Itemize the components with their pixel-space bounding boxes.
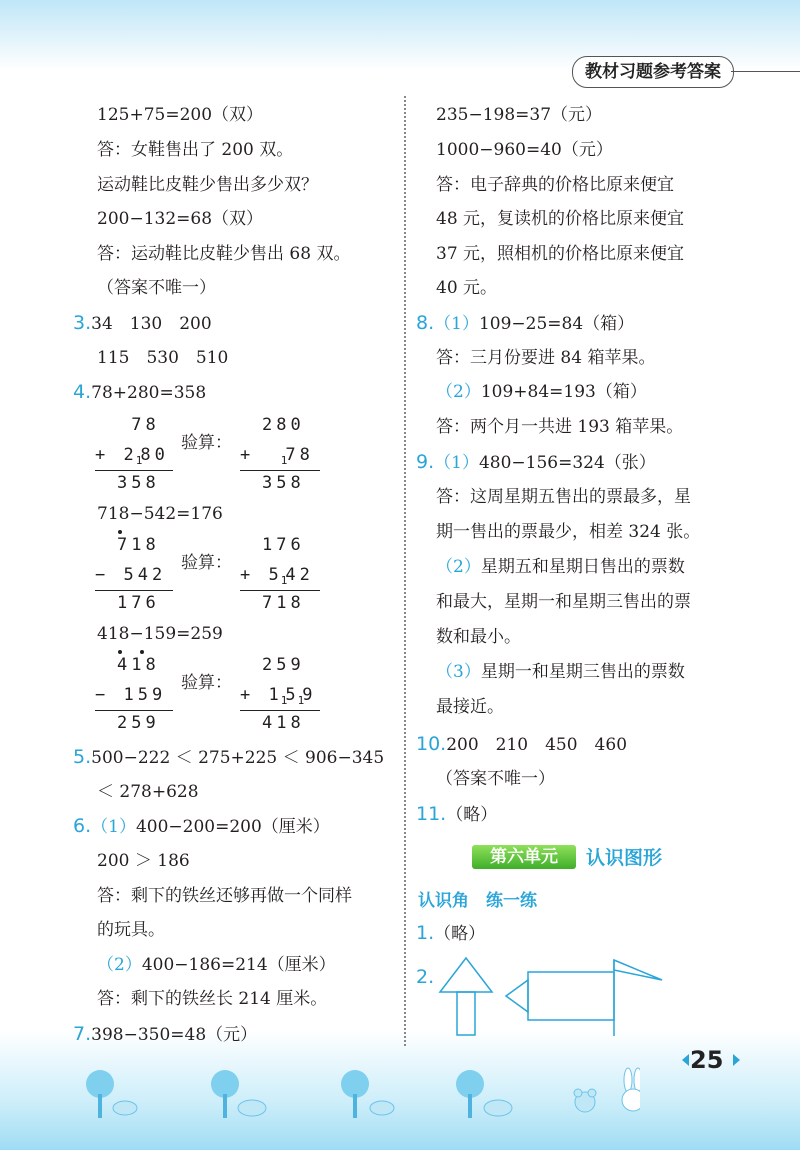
verify-calc-1 <box>240 415 320 495</box>
question-8-part-2 <box>436 381 647 403</box>
question-9-line-3: 期一售出的票最少，相差 324 张。 <box>436 522 701 542</box>
tree-icon <box>86 1070 137 1118</box>
calc-operand-a: 78 <box>117 415 160 435</box>
question-3-row-2: 115 530 510 <box>97 348 229 368</box>
question-9-line-2: 答：这周星期五售出的票最多，星 <box>436 487 691 507</box>
unit-badge: 第六单元 <box>472 845 576 869</box>
calc-sum: 718 <box>262 593 305 613</box>
left-line-5: 答：运动鞋比皮鞋少售出 68 双。 <box>97 244 351 264</box>
question-11-line-1: （略） <box>446 805 498 825</box>
calc-operator: − <box>95 565 110 585</box>
vertical-calc-2 <box>95 535 175 615</box>
unit-title: 认识图形 <box>586 847 663 869</box>
page-arrow-left-icon <box>682 1054 689 1066</box>
question-number: 5. <box>73 746 92 768</box>
question-10 <box>416 733 627 756</box>
sub-question-label: （2） <box>97 955 142 975</box>
question-number: 1. <box>416 922 435 944</box>
borrow-dot <box>118 650 122 654</box>
calc-digit: 80 <box>140 445 169 465</box>
borrow-dot <box>140 650 144 654</box>
bear-icon <box>574 1089 596 1112</box>
question-10-line-2: （答案不唯一） <box>436 769 555 789</box>
question-number: 11. <box>416 803 447 825</box>
check-label: 验算： <box>181 433 232 453</box>
bunny-icon <box>622 1068 640 1111</box>
calc-operand-b <box>95 685 166 705</box>
calc-rule <box>95 470 173 471</box>
borrow-dot <box>118 530 122 534</box>
question-number: 7. <box>73 1023 92 1045</box>
flag-triangle <box>614 960 662 980</box>
question-9 <box>416 451 656 474</box>
vertical-calc-1 <box>95 415 175 495</box>
question-6-part-2 <box>97 954 336 976</box>
calc-rule <box>240 710 320 711</box>
page-number: 25 <box>690 1046 724 1074</box>
rectangle-shaft <box>457 992 475 1035</box>
right-line-2: 1000−960=40（元） <box>436 140 613 160</box>
question-10-line-1: 200 210 450 460 <box>446 735 628 755</box>
calc-digit: 1 <box>268 685 283 705</box>
calc-digit: 42 <box>285 565 314 585</box>
calc-operand-a: 176 <box>262 535 305 555</box>
calc-operand-a: 280 <box>262 415 305 435</box>
question-9-line-4: 星期五和星期日售出的票数 <box>480 557 685 577</box>
question-7 <box>73 1023 257 1046</box>
question-8-line-4: 答：两个月一共进 193 箱苹果。 <box>436 417 684 437</box>
calc-sum: 418 <box>262 713 305 733</box>
right-line-5: 37 元，照相机的价格比原来便宜 <box>436 244 685 264</box>
arrow-shape <box>440 958 492 1035</box>
question-7-line-1: 398−350=48（元） <box>91 1025 258 1045</box>
calc-operand-b <box>240 565 314 587</box>
calc-digit: 5 <box>268 565 283 585</box>
carry-mark: 1 <box>280 454 288 467</box>
question-6-line-5: 400−186=214（厘米） <box>141 955 336 975</box>
question-number: 3. <box>73 312 92 334</box>
question-9-line-8: 最接近。 <box>436 697 504 717</box>
calc-digit: 159 <box>123 685 167 705</box>
calc-rule <box>240 590 320 591</box>
section-title: 认识角 练一练 <box>418 891 537 911</box>
calc-digit: 542 <box>123 565 167 585</box>
left-line-1: 125+75=200（双） <box>97 105 264 125</box>
question-11 <box>416 803 497 826</box>
sub-question-label: （1） <box>434 314 479 334</box>
left-line-6: （答案不唯一） <box>97 278 216 298</box>
verify-calc-2 <box>240 535 320 615</box>
question-4-equation-1: 78+280=358 <box>91 383 207 403</box>
question-9-line-5: 和最大，星期一和星期三售出的票 <box>436 592 691 612</box>
question-9-line-6: 数和最小。 <box>436 627 521 647</box>
calc-sum: 358 <box>117 473 160 493</box>
sub-question-label: （2） <box>436 382 481 402</box>
calc-operand-a: 259 <box>262 655 305 675</box>
pencil-shape <box>506 972 614 1020</box>
calc-operand-a: 718 <box>117 535 160 555</box>
calc-digit: 9 <box>302 685 317 705</box>
calc-rule <box>95 590 173 591</box>
left-line-3: 运动鞋比皮鞋少售出多少双？ <box>97 175 318 195</box>
vertical-calc-3 <box>95 655 175 735</box>
calc-difference: 176 <box>117 593 160 613</box>
question-8-line-2: 答：三月份要进 84 箱苹果。 <box>436 348 656 368</box>
exercise-1 <box>416 922 485 945</box>
question-3-row-1: 34 130 200 <box>91 314 212 334</box>
calc-operator: + <box>240 565 255 585</box>
question-number: 6. <box>73 815 92 837</box>
question-6-line-1: 400−200=200（厘米） <box>135 817 330 837</box>
question-4-equation-2: 718−542=176 <box>97 504 223 524</box>
question-6-line-4: 的玩具。 <box>97 920 165 940</box>
calc-operand-a: 418 <box>117 655 160 675</box>
calc-operator: + <box>95 445 110 465</box>
calc-digit: 78 <box>285 445 314 465</box>
calc-rule <box>95 710 173 711</box>
triangle-head <box>440 958 492 992</box>
calc-operator: + <box>240 685 255 705</box>
triangle-tip <box>506 980 528 1012</box>
sub-question-label: （1） <box>91 817 136 837</box>
check-label: 验算： <box>181 553 232 573</box>
question-5-line-2: ＜ 278+628 <box>97 782 199 802</box>
sub-question-label: （3） <box>436 662 481 682</box>
question-number: 4. <box>73 381 92 403</box>
shape-drawings <box>430 950 680 1040</box>
question-4-equation-3: 418−159=259 <box>97 624 223 644</box>
tree-icon <box>341 1070 394 1118</box>
left-line-2: 答：女鞋售出了 200 双。 <box>97 140 294 160</box>
question-6 <box>73 815 330 838</box>
question-number: 8. <box>416 312 435 334</box>
question-6-line-3: 答：剩下的铁丝还够再做一个同样 <box>97 886 352 906</box>
tree-icon <box>456 1070 512 1118</box>
question-4 <box>73 381 206 404</box>
right-line-3: 答：电子辞典的价格比原来便宜 <box>436 175 674 195</box>
right-line-4: 48 元，复读机的价格比原来便宜 <box>436 209 685 229</box>
calc-operator: + <box>240 445 255 465</box>
question-5 <box>73 746 384 769</box>
question-5-line-1: 500−222 ＜ 275+225 ＜ 906−345 <box>91 748 385 768</box>
sub-question-label: （2） <box>436 557 481 577</box>
question-number: 10. <box>416 733 447 755</box>
question-6-line-2: 200 ＞ 186 <box>97 851 190 871</box>
header-tag: 教材习题参考答案 <box>572 56 734 88</box>
calc-operator: − <box>95 685 110 705</box>
calc-difference: 259 <box>117 713 160 733</box>
question-9-line-1: 480−156=324（张） <box>478 453 656 473</box>
check-label: 验算： <box>181 673 232 693</box>
exercise-1-line-1: （略） <box>434 924 486 944</box>
carry-mark: 1 <box>297 694 305 707</box>
question-3 <box>73 312 212 335</box>
calc-digit: 5 <box>285 685 300 705</box>
right-line-1: 235−198=37（元） <box>436 105 603 125</box>
question-8-line-1: 109−25=84（箱） <box>478 314 635 334</box>
right-line-6: 40 元。 <box>436 278 498 298</box>
calc-sum: 358 <box>262 473 305 493</box>
question-9-part-3 <box>436 661 685 683</box>
verify-calc-3 <box>240 655 320 735</box>
sub-question-label: （1） <box>434 453 479 473</box>
question-9-line-7: 星期一和星期三售出的票数 <box>480 662 685 682</box>
question-6-line-6: 答：剩下的铁丝长 214 厘米。 <box>97 989 328 1009</box>
calc-digit: 2 <box>123 445 138 465</box>
tree-icon <box>211 1070 266 1118</box>
question-8-line-3: 109+84=193（箱） <box>480 382 647 402</box>
flag-shape <box>614 960 662 1036</box>
footer-decoration <box>80 1066 640 1126</box>
calc-operand-b <box>95 565 166 585</box>
calc-operand-b <box>240 445 314 467</box>
calc-rule <box>240 470 320 471</box>
calc-operand-b <box>240 685 317 707</box>
question-number: 2. <box>416 966 435 988</box>
page-arrow-right-icon <box>733 1054 740 1066</box>
rectangle-body <box>528 972 614 1020</box>
question-8 <box>416 312 634 335</box>
left-line-4: 200−132=68（双） <box>97 209 264 229</box>
calc-operand-b <box>95 445 169 467</box>
question-number: 9. <box>416 451 435 473</box>
carry-mark: 1 <box>280 694 288 707</box>
column-divider <box>404 96 406 1046</box>
question-9-part-2 <box>436 556 685 578</box>
carry-mark: 1 <box>280 574 288 587</box>
carry-mark: 1 <box>135 454 143 467</box>
